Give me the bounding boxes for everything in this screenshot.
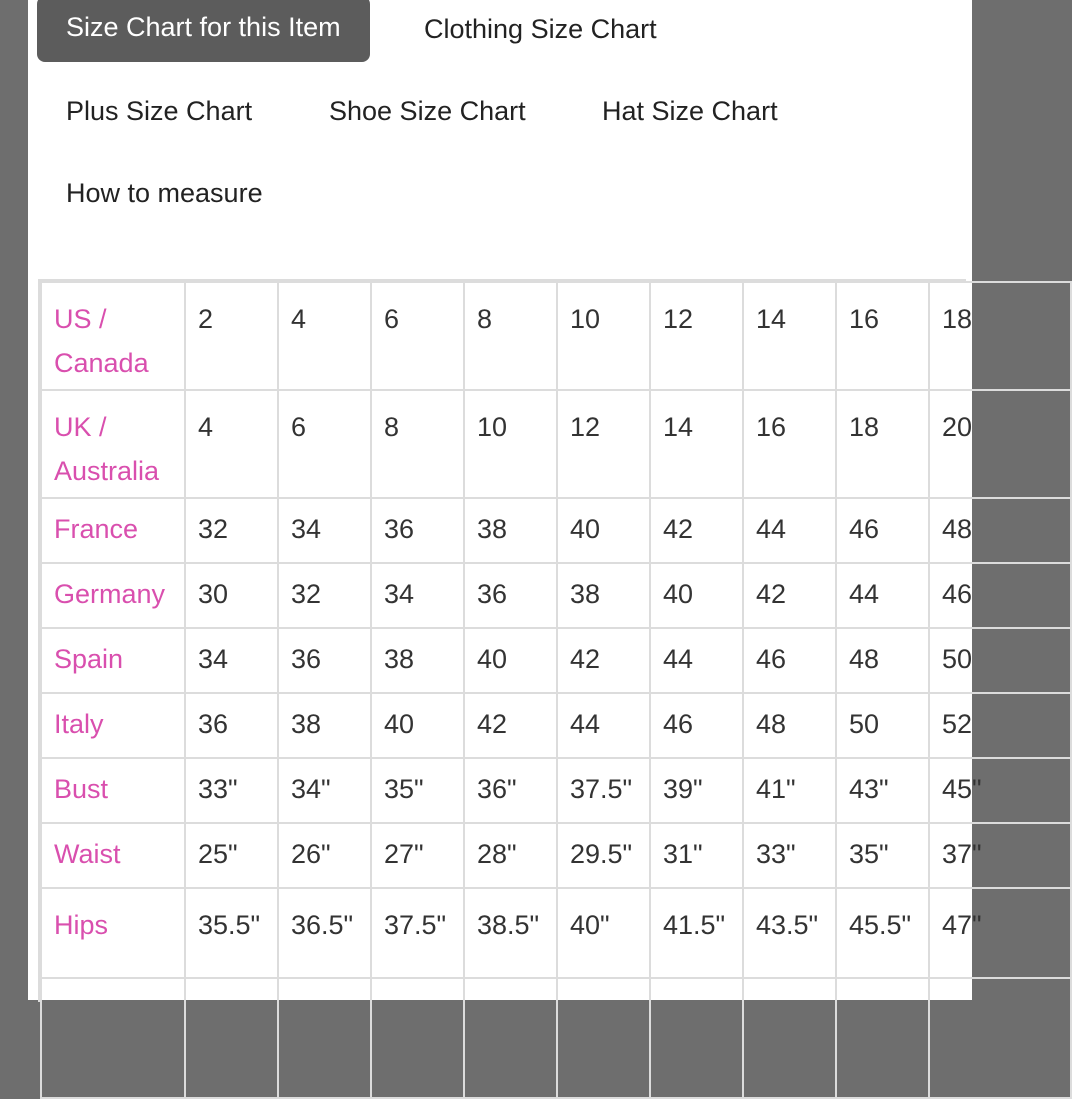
- table-cell: 32: [278, 563, 371, 628]
- table-cell: 35": [836, 823, 929, 888]
- table-cell: 10: [557, 282, 650, 390]
- tab-hat-size-chart[interactable]: Hat Size Chart: [602, 96, 778, 126]
- table-row: [41, 390, 1071, 498]
- table-cell: 6: [371, 282, 464, 390]
- table-cell: 36: [464, 563, 557, 628]
- table-cell: 45.5": [836, 888, 929, 978]
- table-cell: 14: [650, 390, 743, 498]
- table-cell: 8: [464, 282, 557, 390]
- table-cell-empty: [185, 978, 278, 1098]
- table-cell: 42: [557, 628, 650, 693]
- tab-how-to-measure[interactable]: How to measure: [66, 178, 263, 208]
- table-cell: 32: [185, 498, 278, 563]
- table-cell: 46: [650, 693, 743, 758]
- table-cell: 16: [743, 390, 836, 498]
- table-cell: 31": [650, 823, 743, 888]
- table-cell: 37": [929, 823, 1071, 888]
- table-cell: 12: [557, 390, 650, 498]
- table-cell: 47": [929, 888, 1071, 978]
- table-cell: 36: [185, 693, 278, 758]
- table-cell: 34: [371, 563, 464, 628]
- table-cell: 10: [464, 390, 557, 498]
- table-cell: 42: [464, 693, 557, 758]
- table-cell: 38: [557, 563, 650, 628]
- row-label: UK / Australia: [41, 390, 185, 498]
- table-cell: 27": [371, 823, 464, 888]
- table-cell-empty: [278, 978, 371, 1098]
- table-cell: 39": [650, 758, 743, 823]
- table-cell: 38.5": [464, 888, 557, 978]
- table-cell: 33": [185, 758, 278, 823]
- table-cell: 6: [278, 390, 371, 498]
- table-cell: 43": [836, 758, 929, 823]
- table-row: [41, 628, 1071, 693]
- row-label: Italy: [41, 693, 185, 758]
- table-cell-empty: [41, 978, 185, 1098]
- table-cell: 48: [836, 628, 929, 693]
- tab-clothing-size-chart[interactable]: Clothing Size Chart: [424, 14, 657, 44]
- table-cell: 30: [185, 563, 278, 628]
- table-cell: 50: [929, 628, 1071, 693]
- tab-size-chart-for-this-item[interactable]: Size Chart for this Item: [37, 0, 370, 62]
- table-cell: 46: [929, 563, 1071, 628]
- table-cell: 4: [278, 282, 371, 390]
- table-row: [41, 758, 1071, 823]
- table-row: [41, 498, 1071, 563]
- table-cell: 50: [836, 693, 929, 758]
- table-cell: 37.5": [557, 758, 650, 823]
- table-cell: 38: [464, 498, 557, 563]
- table-cell: 42: [743, 563, 836, 628]
- table-cell: 36.5": [278, 888, 371, 978]
- table-cell: 40: [557, 498, 650, 563]
- table-row: [41, 823, 1071, 888]
- row-label: Spain: [41, 628, 185, 693]
- table-cell: 26": [278, 823, 371, 888]
- table-cell: 44: [650, 628, 743, 693]
- table-cell: 44: [743, 498, 836, 563]
- table-cell: 44: [557, 693, 650, 758]
- row-label: Bust: [41, 758, 185, 823]
- table-cell: 12: [650, 282, 743, 390]
- table-cell: 45": [929, 758, 1071, 823]
- row-label: Hips: [41, 888, 185, 978]
- table-cell: 33": [743, 823, 836, 888]
- table-cell: 29.5": [557, 823, 650, 888]
- table-cell: 28": [464, 823, 557, 888]
- row-label: US / Canada: [41, 282, 185, 390]
- table-cell: 40": [557, 888, 650, 978]
- table-cell: 40: [464, 628, 557, 693]
- table-cell-empty: [371, 978, 464, 1098]
- table-cell: 35": [371, 758, 464, 823]
- table-cell: 18: [836, 390, 929, 498]
- table-cell: 36": [464, 758, 557, 823]
- table-cell: 34: [185, 628, 278, 693]
- table-cell: 8: [371, 390, 464, 498]
- table-cell: 34: [278, 498, 371, 563]
- table-cell: 2: [185, 282, 278, 390]
- table-row: [41, 282, 1071, 390]
- table-cell: 43.5": [743, 888, 836, 978]
- table-cell: 44: [836, 563, 929, 628]
- tab-plus-size-chart[interactable]: Plus Size Chart: [66, 96, 253, 126]
- size-table-scroll[interactable]: [38, 279, 982, 1002]
- table-cell: 35.5": [185, 888, 278, 978]
- table-cell-empty: [929, 978, 1071, 1098]
- table-cell: 41": [743, 758, 836, 823]
- row-label: Germany: [41, 563, 185, 628]
- table-cell: 46: [836, 498, 929, 563]
- table-cell: 40: [371, 693, 464, 758]
- table-cell-empty: [464, 978, 557, 1098]
- table-cell-empty: [650, 978, 743, 1098]
- table-cell: 48: [743, 693, 836, 758]
- table-cell: 16: [836, 282, 929, 390]
- table-cell: 25": [185, 823, 278, 888]
- table-cell: 38: [278, 693, 371, 758]
- row-label: France: [41, 498, 185, 563]
- table-cell-empty: [836, 978, 929, 1098]
- table-cell: 14: [743, 282, 836, 390]
- table-cell: 36: [371, 498, 464, 563]
- table-cell: 48: [929, 498, 1071, 563]
- table-cell: 4: [185, 390, 278, 498]
- table-cell: 36: [278, 628, 371, 693]
- table-row: [41, 693, 1071, 758]
- table-cell: 37.5": [371, 888, 464, 978]
- table-cell: 34": [278, 758, 371, 823]
- table-cell: 41.5": [650, 888, 743, 978]
- table-cell: 40: [650, 563, 743, 628]
- table-cell-empty: [743, 978, 836, 1098]
- table-cell: 52: [929, 693, 1071, 758]
- row-label: Waist: [41, 823, 185, 888]
- table-cell: 38: [371, 628, 464, 693]
- size-chart-panel: [28, 0, 982, 1000]
- table-cell: 46: [743, 628, 836, 693]
- tab-shoe-size-chart[interactable]: Shoe Size Chart: [329, 96, 526, 126]
- table-cell: 42: [650, 498, 743, 563]
- table-row-empty: [41, 978, 1071, 1098]
- table-cell: 18: [929, 282, 1071, 390]
- table-row: [41, 888, 1071, 978]
- size-table: [40, 281, 1072, 1099]
- table-cell: 20: [929, 390, 1071, 498]
- table-cell-empty: [557, 978, 650, 1098]
- table-row: [41, 563, 1071, 628]
